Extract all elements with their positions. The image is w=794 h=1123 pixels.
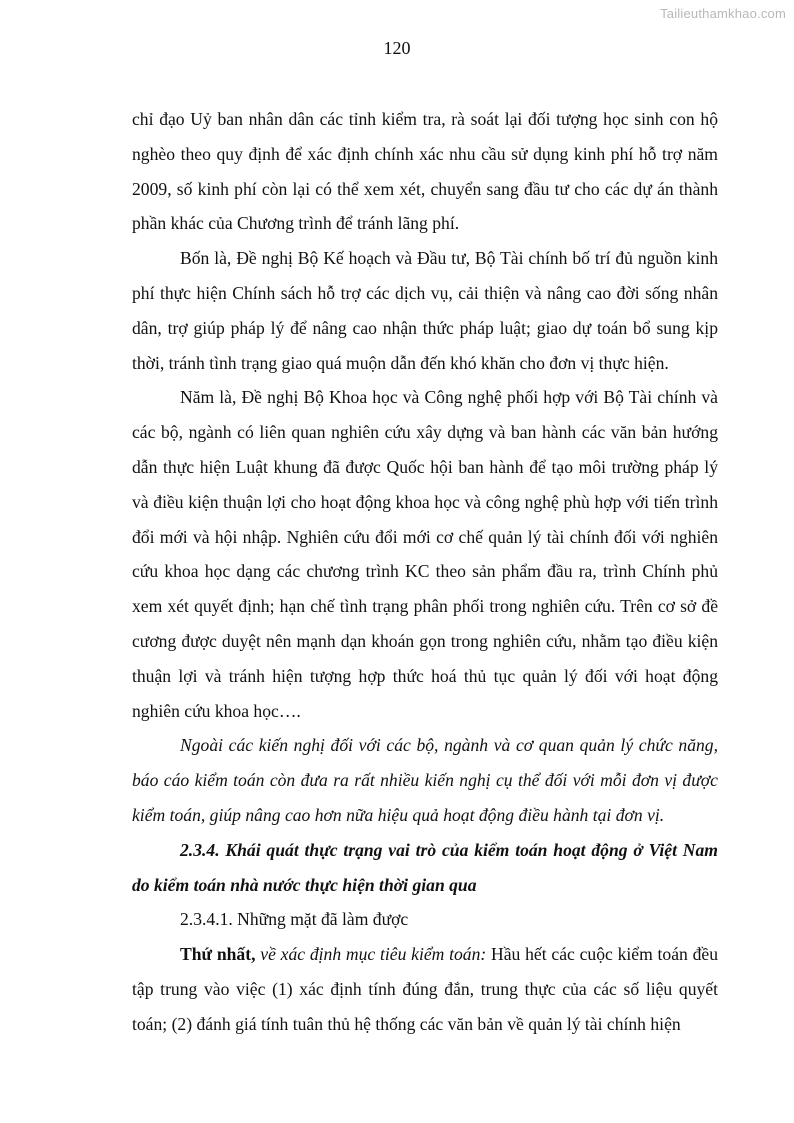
paragraph-italic-summary: Ngoài các kiến nghị đối với các bộ, ngành và cơ quan quản lý chức năng, báo cáo kiểm toán còn đưa ra rất nhiều kiến nghị cụ thể đối với mỗi đơn vị được kiểm toán, giúp nâng cao hơn nữa hiệu quả hoạt động điều hành tại đơn vị.	[132, 735, 718, 825]
section-heading: 2.3.4. Khái quát thực trạng vai trò của kiểm toán hoạt động ở Việt Nam do kiểm toán nhà nước thực hiện thời gian qua	[132, 839, 718, 895]
document-body	[132, 102, 718, 1042]
first-point-bold-lead: Thứ nhất,	[180, 944, 256, 965]
paragraph-continuation: chỉ đạo Uỷ ban nhân dân các tỉnh kiểm tra, rà soát lại đối tượng học sinh con hộ nghèo theo quy định để xác định chính xác nhu cầu sử dụng kinh phí hỗ trợ năm 2009, số kinh phí còn lại có thể xem xét, chuyển sang đầu tư cho các dự án thành phần khác của Chương trình để tránh lãng phí.	[132, 109, 718, 234]
paragraph-recommendation-four: Bốn là, Đề nghị Bộ Kế hoạch và Đầu tư, Bộ Tài chính bố trí đủ nguồn kinh phí thực hiện Chính sách hỗ trợ các dịch vụ, cải thiện và nâng cao đời sống nhân dân, trợ giúp pháp lý để nâng cao nhận thức pháp luật; giao dự toán bổ sung kịp thời, tránh tình trạng giao quá muộn dẫn đến khó khăn cho đơn vị thực hiện.	[132, 248, 718, 373]
first-point-text: Hầu hết các cuộc kiểm toán đều tập trung vào việc (1) xác định tính đúng đắn, trung thực của các số liệu quyết toán; (2) đánh giá tính tuân thủ hệ thống các văn bản về quản lý tài chính hiện	[132, 944, 718, 1034]
paragraph-recommendation-five: Năm là, Đề nghị Bộ Khoa học và Công nghệ phối hợp với Bộ Tài chính và các bộ, ngành có liên quan nghiên cứu xây dựng và ban hành các văn bản hướng dẫn thực hiện Luật khung đã được Quốc hội ban hành để tạo môi trường pháp lý và điều kiện thuận lợi cho hoạt động khoa học và công nghệ phù hợp với tiến trình đổi mới và hội nhập. Nghiên cứu đổi mới cơ chế quản lý tài chính đối với nghiên cứu khoa học dạng các chương trình KC theo sản phẩm đầu ra, trình Chính phủ xem xét quyết định; hạn chế tình trạng phân phối trong nghiên cứu. Trên cơ sở đề cương được duyệt nên mạnh dạn khoán gọn trong nghiên cứu, nhằm tạo điều kiện thuận lợi và tránh hiện tượng hợp thức hoá thủ tục quản lý đối với hoạt động nghiên cứu khoa học….	[132, 387, 718, 721]
first-point-italic-lead: về xác định mục tiêu kiểm toán:	[260, 944, 487, 965]
watermark: Tailieuthamkhao.com	[660, 6, 786, 21]
page-number: 120	[383, 38, 411, 58]
paragraph-first-point	[132, 937, 718, 1041]
subsection-heading: 2.3.4.1. Những mặt đã làm được	[180, 909, 409, 930]
